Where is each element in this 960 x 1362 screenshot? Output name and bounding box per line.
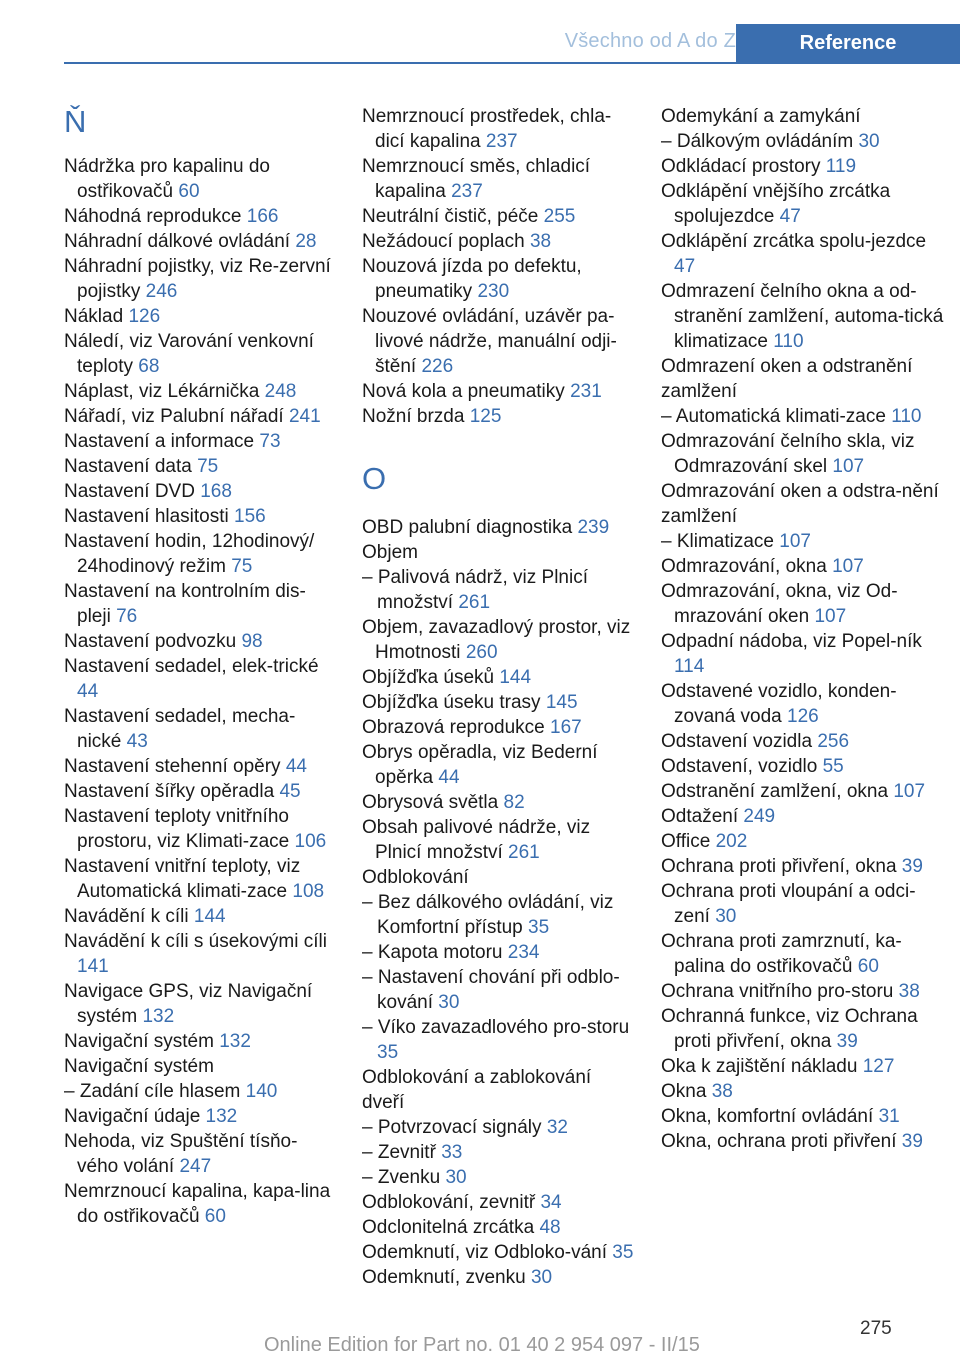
entry-term: Odmrazování čelního skla, viz Odmrazování skel (661, 431, 915, 477)
entry-term: Okna (661, 1081, 707, 1102)
index-entry (362, 615, 634, 665)
footer-edition: Online Edition for Part no. 01 40 2 954 097 - II/15 (264, 1334, 700, 1356)
entry-term: Odkládací prostory (661, 156, 821, 177)
index-entry (64, 1029, 334, 1054)
index-entry (362, 540, 634, 565)
index-entry (64, 504, 334, 529)
page-reference-link[interactable]: 256 (817, 731, 850, 752)
page-reference-link[interactable]: 38 (898, 981, 920, 1002)
entry-term: Nastavení teploty vnitřního prostoru, viz Klimati-zace (64, 806, 290, 852)
page-reference-link[interactable]: 261 (508, 842, 540, 863)
index-entry (362, 1065, 634, 1115)
section-title: Všechno od A do Z (564, 30, 736, 52)
index-entry (661, 154, 951, 179)
page-reference-link[interactable]: 39 (901, 1131, 923, 1152)
entry-term: Nová kola a pneumatiky (362, 381, 565, 402)
index-entry (661, 879, 951, 929)
entry-term: Navigační údaje (64, 1106, 201, 1127)
entry-term: Objem, zavazadlový prostor, viz Hmotnosti (362, 617, 631, 663)
entry-term: Odclonitelná zrcátka (362, 1217, 535, 1238)
index-entry (661, 579, 951, 629)
index-entry (661, 779, 951, 804)
entry-term: – Nastavení chování při odblo-kování (362, 967, 620, 1013)
entry-term: – Klimatizace (661, 531, 774, 552)
entry-term: Nemrznoucí směs, chladicí kapalina (362, 156, 591, 202)
page-reference-link[interactable]: 237 (485, 131, 518, 152)
index-entry (362, 1265, 634, 1290)
entry-term: Nastavení vnitřní teploty, viz Automatická klimati-zace (64, 856, 301, 902)
page-reference-link[interactable]: 239 (577, 517, 610, 538)
index-entry (661, 429, 951, 479)
page-reference-link[interactable]: 30 (438, 992, 460, 1013)
index-entry (64, 904, 334, 929)
page-reference-link[interactable]: 82 (503, 792, 525, 813)
page-reference-link[interactable]: 106 (294, 831, 327, 852)
index-entry (362, 815, 634, 865)
page-reference-link[interactable]: 107 (832, 456, 865, 477)
page-reference-link[interactable]: 230 (477, 281, 510, 302)
entry-term: Nastavení a informace (64, 431, 255, 452)
page-reference-link[interactable]: 33 (441, 1142, 463, 1163)
page-reference-link[interactable]: 237 (451, 181, 483, 202)
entry-term: Odemknutí, zvenku (362, 1267, 526, 1288)
page-reference-link[interactable]: 68 (138, 356, 160, 377)
entry-term: Oka k zajištění nákladu (661, 1056, 858, 1077)
entry-term: – Potvrzovací signály (362, 1117, 542, 1138)
page-reference-link[interactable]: 35 (528, 917, 550, 938)
page-reference-link[interactable]: 44 (438, 767, 460, 788)
page-reference-link[interactable]: 141 (77, 956, 109, 977)
entry-term: Navigační systém (64, 1031, 214, 1052)
page-reference-link[interactable]: 260 (465, 642, 498, 663)
page-reference-link[interactable]: 32 (546, 1117, 568, 1138)
entry-term: Náklad (64, 306, 124, 327)
entry-term: Odmrazování, okna, viz Od-mrazování oken (661, 581, 898, 627)
index-entry (661, 979, 951, 1004)
page-reference-link[interactable]: 73 (259, 431, 281, 452)
index-subentry (362, 1165, 634, 1190)
page-reference-link[interactable]: 60 (178, 181, 200, 202)
entry-term: – Zadání cíle hlasem (64, 1081, 241, 1102)
index-entry (362, 1240, 634, 1265)
index-entry (362, 304, 634, 379)
index-subentry (661, 129, 951, 154)
entry-term: Nastavení hlasitosti (64, 506, 229, 527)
entry-term: Nastavení data (64, 456, 192, 477)
entry-term: Odstavené vozidlo, konden-zovaná voda (661, 681, 897, 727)
page-reference-link[interactable]: 30 (858, 131, 880, 152)
index-entry (64, 429, 334, 454)
index-entry (64, 804, 334, 854)
entry-term: Objížďka úseků (362, 667, 495, 688)
index-entry (362, 790, 634, 815)
page-reference-link[interactable]: 107 (893, 781, 926, 802)
index-entry (661, 554, 951, 579)
index-entry (661, 1104, 951, 1129)
page-reference-link[interactable]: 108 (292, 881, 325, 902)
index-entry (64, 1104, 334, 1129)
index-subentry (64, 1079, 334, 1104)
entry-term: Odemknutí, viz Odbloko-vání (362, 1242, 607, 1263)
page-reference-link[interactable]: 249 (743, 806, 776, 827)
entry-term: Odstavení vozidla (661, 731, 813, 752)
entry-term: Obrys opěradla, viz Bederní opěrka (362, 742, 598, 788)
page-reference-link[interactable]: 144 (499, 667, 532, 688)
entry-term: – Automatická klimati-zace (661, 406, 886, 427)
page-reference-link[interactable]: 38 (529, 231, 552, 252)
index-entry (64, 454, 334, 479)
index-entry (661, 229, 951, 279)
index-entry (64, 754, 334, 779)
index-entry (64, 1054, 334, 1079)
index-entry (362, 515, 634, 540)
page-reference-link[interactable]: 35 (612, 1242, 634, 1263)
entry-term: Neutrální čistič, péče (362, 206, 539, 227)
page-reference-link[interactable]: 39 (836, 1031, 858, 1052)
index-subentry (362, 890, 634, 940)
page-reference-link[interactable]: 226 (421, 356, 454, 377)
index-subentry (362, 1015, 634, 1065)
entry-term: Navádění k cíli s úsekovými cíli (64, 931, 327, 952)
entry-term: – Palivová nádrž, viz Plnicí množství (362, 567, 588, 613)
page-reference-link[interactable]: 119 (825, 156, 857, 177)
page-reference-link[interactable]: 126 (128, 306, 161, 327)
entry-term: Odblokování, zevnitř (362, 1192, 536, 1213)
index-entry (362, 715, 634, 740)
index-entry (64, 654, 334, 704)
index-entry (64, 629, 334, 654)
index-subentry (362, 565, 634, 615)
entry-term: Nastavení sedadel, elek-trické (64, 656, 319, 677)
page-reference-link[interactable]: 247 (179, 1156, 212, 1177)
page-reference-link[interactable]: 76 (116, 606, 138, 627)
page-reference-link[interactable]: 132 (142, 1006, 175, 1027)
page-reference-link[interactable]: 234 (507, 942, 540, 963)
entry-term: Objížďka úseku trasy (362, 692, 541, 713)
entry-term: – Víko zavazadlového pro-storu (362, 1017, 630, 1038)
index-entry (362, 690, 634, 715)
index-entry (64, 579, 334, 629)
entry-term: Nožní brzda (362, 406, 465, 427)
entry-term: Nádržka pro kapalinu do ostřikovačů (64, 156, 270, 202)
entry-term: Odmrazování oken a odstra-nění zamlžení (661, 481, 939, 527)
index-entry (661, 354, 951, 404)
entry-term: Nehoda, viz Spuštění tísňo-vého volání (64, 1131, 298, 1177)
page-reference-link[interactable]: 60 (857, 956, 879, 977)
index-entry (362, 254, 634, 304)
page-reference-link[interactable]: 125 (469, 406, 502, 427)
entry-term: Odblokování (362, 867, 469, 888)
index-subentry (661, 529, 951, 554)
entry-term: Nastavení šířky opěradla (64, 781, 275, 802)
page-header (0, 0, 960, 64)
index-entry (661, 179, 951, 229)
index-entry (661, 479, 951, 529)
entry-term: Náhodná reprodukce (64, 206, 242, 227)
page-reference-link[interactable]: 34 (540, 1192, 562, 1213)
page-reference-link[interactable]: 39 (901, 856, 923, 877)
entry-term: Nemrznoucí kapalina, kapa-lina do ostřikovačů (64, 1181, 331, 1227)
index-entry (64, 779, 334, 804)
index-subentry (362, 940, 634, 965)
entry-term: Navigační systém (64, 1056, 214, 1077)
page-reference-link[interactable]: 126 (787, 706, 819, 727)
entry-term: – Zevnitř (362, 1142, 436, 1163)
index-entry (64, 229, 334, 254)
entry-term: Nouzová jízda po defektu, pneumatiky (362, 256, 582, 302)
entry-term: Nemrznoucí prostředek, chla-dicí kapalina (362, 106, 612, 152)
page-reference-link[interactable]: 107 (832, 556, 864, 577)
index-entry (661, 1004, 951, 1054)
entry-term: Náhradní pojistky, viz Re-zervní pojistky (64, 256, 331, 302)
page-reference-link[interactable]: 75 (231, 556, 253, 577)
index-subentry (661, 404, 951, 429)
entry-term: Odemykání a zamykání (661, 106, 861, 127)
entry-term: Obrysová světla (362, 792, 499, 813)
index-entry (362, 1215, 634, 1240)
index-entry (362, 104, 634, 154)
entry-term: – Kapota motoru (362, 942, 503, 963)
index-entry (661, 1054, 951, 1079)
entry-term: Okna, ochrana proti přivření (661, 1131, 897, 1152)
page-reference-link[interactable]: 30 (715, 906, 737, 927)
index-entry (661, 729, 951, 754)
index-entry (661, 629, 951, 679)
index-entry (362, 865, 634, 890)
entry-term: Odpadní nádoba, viz Popel-ník (661, 631, 922, 652)
page-reference-link[interactable]: 156 (234, 506, 266, 527)
index-entry (661, 104, 951, 129)
page-reference-link[interactable]: 30 (530, 1267, 553, 1288)
entry-term: Nežádoucí poplach (362, 231, 525, 252)
entry-term: Nastavení DVD (64, 481, 195, 502)
entry-term: Odmrazení oken a odstranění zamlžení (661, 356, 913, 402)
page-reference-link[interactable]: 248 (264, 381, 297, 402)
page-reference-link[interactable]: 167 (550, 717, 582, 738)
index-subentry (362, 1140, 634, 1165)
page-reference-link[interactable]: 45 (279, 781, 301, 802)
index-entry (64, 854, 334, 904)
page-reference-link[interactable]: 60 (204, 1206, 226, 1227)
entry-term: Obsah palivové nádrže, viz Plnicí množství (362, 817, 591, 863)
entry-term: Ochrana proti přivření, okna (661, 856, 897, 877)
page-reference-link[interactable]: 166 (246, 206, 279, 227)
entry-term: Objem (362, 542, 418, 563)
index-entry (64, 529, 334, 579)
index-entry (64, 204, 334, 229)
page-reference-link[interactable]: 75 (197, 456, 219, 477)
entry-term: – Bez dálkového ovládání, viz Komfortní přístup (362, 892, 614, 938)
page-reference-link[interactable]: 110 (773, 331, 804, 352)
page-reference-link[interactable]: 28 (295, 231, 317, 252)
entry-term: Nastavení sedadel, mecha-nické (64, 706, 296, 752)
index-entry (661, 754, 951, 779)
index-entry (362, 154, 634, 204)
entry-term: Odstavení, vozidlo (661, 756, 818, 777)
page-reference-link[interactable]: 246 (145, 281, 178, 302)
entry-term: Odmrazování, okna (661, 556, 827, 577)
page-reference-link[interactable]: 231 (570, 381, 602, 402)
index-entry (64, 404, 334, 429)
index-column-3 (661, 104, 951, 1154)
entry-term: Ochrana vnitřního pro-storu (661, 981, 894, 1002)
index-entry (64, 929, 334, 979)
index-entry (64, 329, 334, 379)
page-reference-link[interactable]: 38 (711, 1081, 733, 1102)
page-reference-link[interactable]: 35 (377, 1042, 399, 1063)
index-entry (64, 979, 334, 1029)
index-entry (64, 154, 334, 204)
page-reference-link[interactable]: 127 (862, 1056, 895, 1077)
index-entry (362, 229, 634, 254)
page-reference-link[interactable]: 98 (241, 631, 263, 652)
entry-term: Nastavení stehenní opěry (64, 756, 281, 777)
index-entry (661, 929, 951, 979)
index-entry (661, 829, 951, 854)
entry-term: Office (661, 831, 711, 852)
entry-term: Navádění k cíli (64, 906, 189, 927)
page-reference-link[interactable]: 43 (126, 731, 148, 752)
page-reference-link[interactable]: 202 (715, 831, 748, 852)
page-reference-link[interactable]: 107 (779, 531, 811, 552)
index-entry (362, 204, 634, 229)
page-reference-link[interactable]: 30 (445, 1167, 467, 1188)
entry-term: Odmrazení čelního okna a od-stranění zamlžení, automa-tická klimatizace (661, 281, 944, 352)
page-reference-link[interactable]: 255 (543, 206, 576, 227)
index-entry (661, 1129, 951, 1154)
entry-term: Navigace GPS, viz Navigační systém (64, 981, 313, 1027)
page-reference-link[interactable]: 114 (674, 656, 705, 677)
index-subentry (362, 965, 634, 1015)
page-reference-link[interactable]: 47 (779, 206, 801, 227)
reference-tab: Reference (736, 24, 960, 62)
index-entry (64, 254, 334, 304)
entry-term: Odblokování a zablokování dveří (362, 1067, 592, 1113)
page-reference-link[interactable]: 145 (545, 692, 578, 713)
page-reference-link[interactable]: 44 (77, 681, 99, 702)
entry-term: Náplast, viz Lékárnička (64, 381, 260, 402)
index-entry (362, 404, 634, 429)
index-subentry (362, 1115, 634, 1140)
entry-term: Okna, komfortní ovládání (661, 1106, 874, 1127)
page-reference-link[interactable]: 168 (200, 481, 232, 502)
entry-term: – Zvenku (362, 1167, 441, 1188)
index-entry (661, 854, 951, 879)
entry-term: Odstranění zamlžení, okna (661, 781, 889, 802)
entry-term: Odklápění vnějšího zrcátka spolujezdce (661, 181, 891, 227)
page-reference-link[interactable]: 144 (193, 906, 226, 927)
entry-term: Náhradní dálkové ovládání (64, 231, 291, 252)
index-letter-heading: Ň (64, 104, 87, 139)
entry-term: Nastavení podvozku (64, 631, 237, 652)
entry-term: Nastavení na kontrolním dis-pleji (64, 581, 306, 627)
entry-term: OBD palubní diagnostika (362, 517, 573, 538)
index-entry (64, 704, 334, 754)
entry-term: Nastavení hodin, 12hodinový/ 24hodinový režim (64, 531, 315, 577)
entry-term: Ochrana proti vloupání a odci-zení (661, 881, 916, 927)
page-reference-link[interactable]: 261 (458, 592, 491, 613)
page-reference-link[interactable]: 107 (814, 606, 847, 627)
index-entry (362, 740, 634, 790)
index-entry (362, 1190, 634, 1215)
index-entry (64, 1129, 334, 1179)
index-entry (362, 665, 634, 690)
page-reference-link[interactable]: 55 (822, 756, 844, 777)
entry-term: Ochranná funkce, viz Ochrana proti přivření, okna (661, 1006, 918, 1052)
index-letter-heading: O (362, 461, 387, 496)
index-entry (661, 679, 951, 729)
index-entry (64, 304, 334, 329)
page-reference-link[interactable]: 44 (285, 756, 307, 777)
page-reference-link[interactable]: 47 (674, 256, 696, 277)
entry-term: Odtažení (661, 806, 739, 827)
entry-term: Nouzové ovládání, uzávěr pa-livové nádrže, manuální odji-štění (362, 306, 617, 377)
index-entry (661, 804, 951, 829)
entry-term: Nářadí, viz Palubní nářadí (64, 406, 284, 427)
index-entry (64, 379, 334, 404)
page-reference-link[interactable]: 241 (288, 406, 321, 427)
header-divider (64, 62, 960, 64)
entry-term: Ochrana proti zamrznutí, ka-palina do ostřikovačů (661, 931, 902, 977)
entry-term: Obrazová reprodukce (362, 717, 545, 738)
index-column-1 (64, 102, 334, 1229)
page-reference-link[interactable]: 132 (219, 1031, 251, 1052)
index-entry (362, 379, 634, 404)
page-reference-link[interactable]: 48 (539, 1217, 561, 1238)
page-reference-link[interactable]: 132 (205, 1106, 238, 1127)
index-entry (64, 1179, 334, 1229)
page-reference-link[interactable]: 31 (878, 1106, 900, 1127)
entry-term: Náledí, viz Varování venkovní teploty (64, 331, 314, 377)
page-reference-link[interactable]: 110 (891, 406, 922, 427)
page-number: 275 (860, 1318, 892, 1339)
entry-term: – Dálkovým ovládáním (661, 131, 854, 152)
index-entry (64, 479, 334, 504)
index-entry (661, 1079, 951, 1104)
entry-term: Odklápění zrcátka spolu-jezdce (661, 231, 927, 252)
index-column-2 (362, 104, 634, 1290)
index-entry (661, 279, 951, 354)
page-reference-link[interactable]: 140 (245, 1081, 278, 1102)
